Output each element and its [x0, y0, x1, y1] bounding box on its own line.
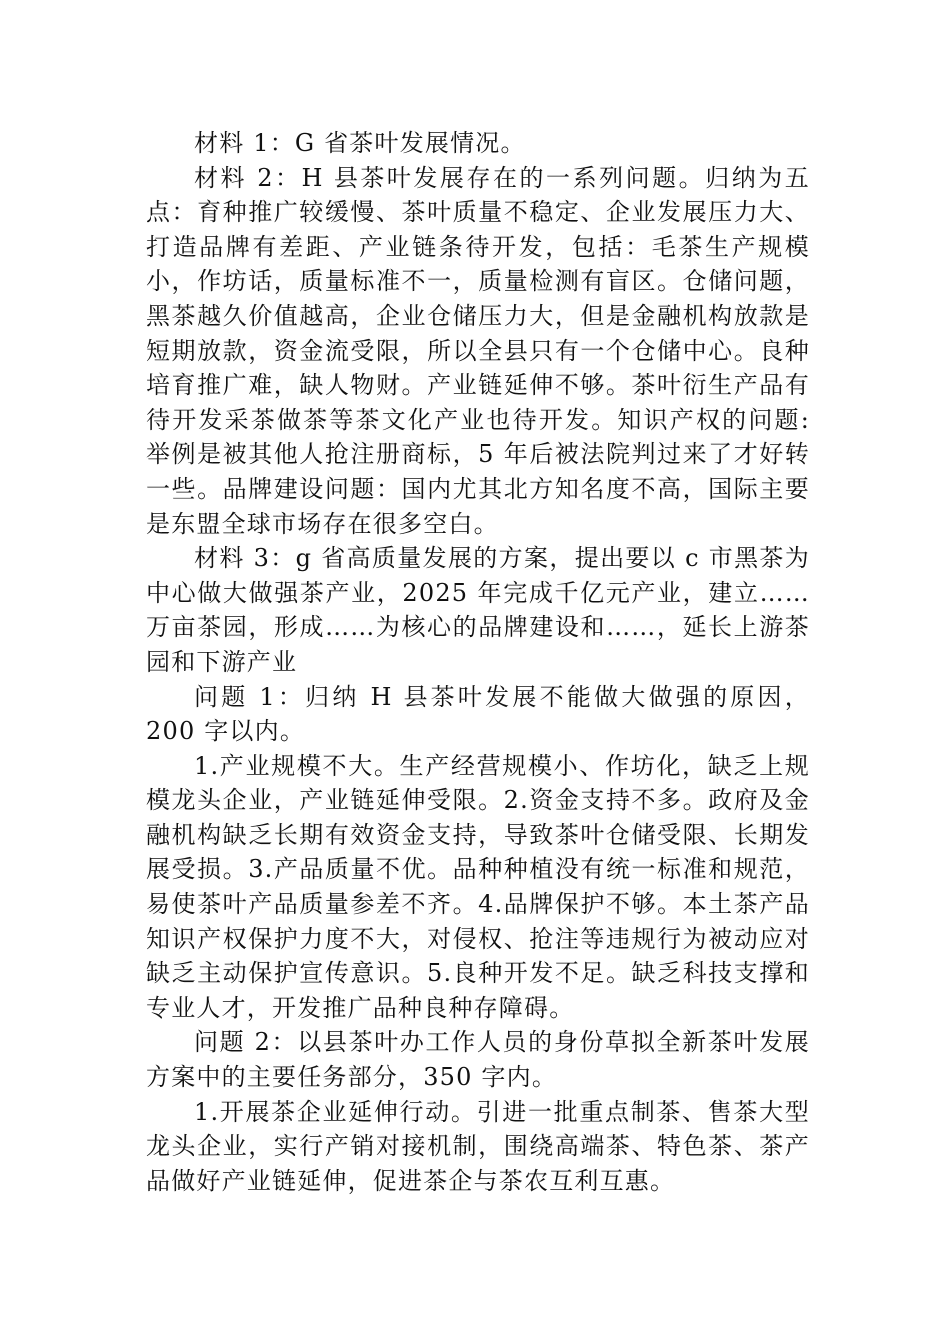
paragraph-material-1: 材料 1：G 省茶叶发展情况。 — [194, 129, 526, 157]
paragraph-question-1: 问题 1：归纳 H 县茶叶发展不能做大做强的原因，200 字以内。 — [146, 682, 810, 746]
paragraph-answer-1: 1.产业规模不大。生产经营规模小、作坊化，缺乏上规模龙头企业，产业链延伸受限。2.资金支持不多。政府及金融机构缺乏长期有效资金支持，导致茶叶仓储受限、长期发展受损。3.产品质量不优。品种种植没有统一标准和规范，易使茶叶产品质量参差不齐。4.品牌保护不够。本土茶产品知识产权保护力度不大，对侵权、抢注等违规行为被动应对缺乏主动保护宣传意识。5.良种开发不足。缺乏科技支撑和专业人才，开发推广品种良种存障碍。 — [146, 751, 810, 1022]
paragraph-question-2: 问题 2：以县茶叶办工作人员的身份草拟全新茶叶发展方案中的主要任务部分，350 字内。 — [146, 1028, 810, 1092]
document-body — [146, 126, 810, 1198]
paragraph-material-3: 材料 3：g 省高质量发展的方案，提出要以 c 市黑茶为中心做大做强茶产业，2025 年完成千亿元产业，建立……万亩茶园，形成……为核心的品牌建设和……，延长上游茶园和下游产业 — [146, 544, 810, 676]
paragraph-answer-2: 1.开展茶企业延伸行动。引进一批重点制茶、售茶大型龙头企业，实行产销对接机制，围绕高端茶、特色茶、茶产品做好产业链延伸，促进茶企与茶农互利互惠。 — [146, 1097, 810, 1195]
paragraph-material-2: 材料 2：H 县茶叶发展存在的一系列问题。归纳为五点：育种推广较缓慢、茶叶质量不稳定、企业发展压力大、打造品牌有差距、产业链条待开发，包括：毛茶生产规模小，作坊话，质量标准不一，质量检测有盲区。仓储问题，黑茶越久价值越高，企业仓储压力大，但是金融机构放款是短期放款，资金流受限，所以全县只有一个仓储中心。良种培育推广难，缺人物财。产业链延伸不够。茶叶衍生产品有待开发采茶做茶等茶文化产业也待开发。知识产权的问题:举例是被其他人抢注册商标，5 年后被法院判过来了才好转一些。品牌建设问题：国内尤其北方知名度不高，国际主要是东盟全球市场存在很多空白。 — [146, 163, 810, 538]
